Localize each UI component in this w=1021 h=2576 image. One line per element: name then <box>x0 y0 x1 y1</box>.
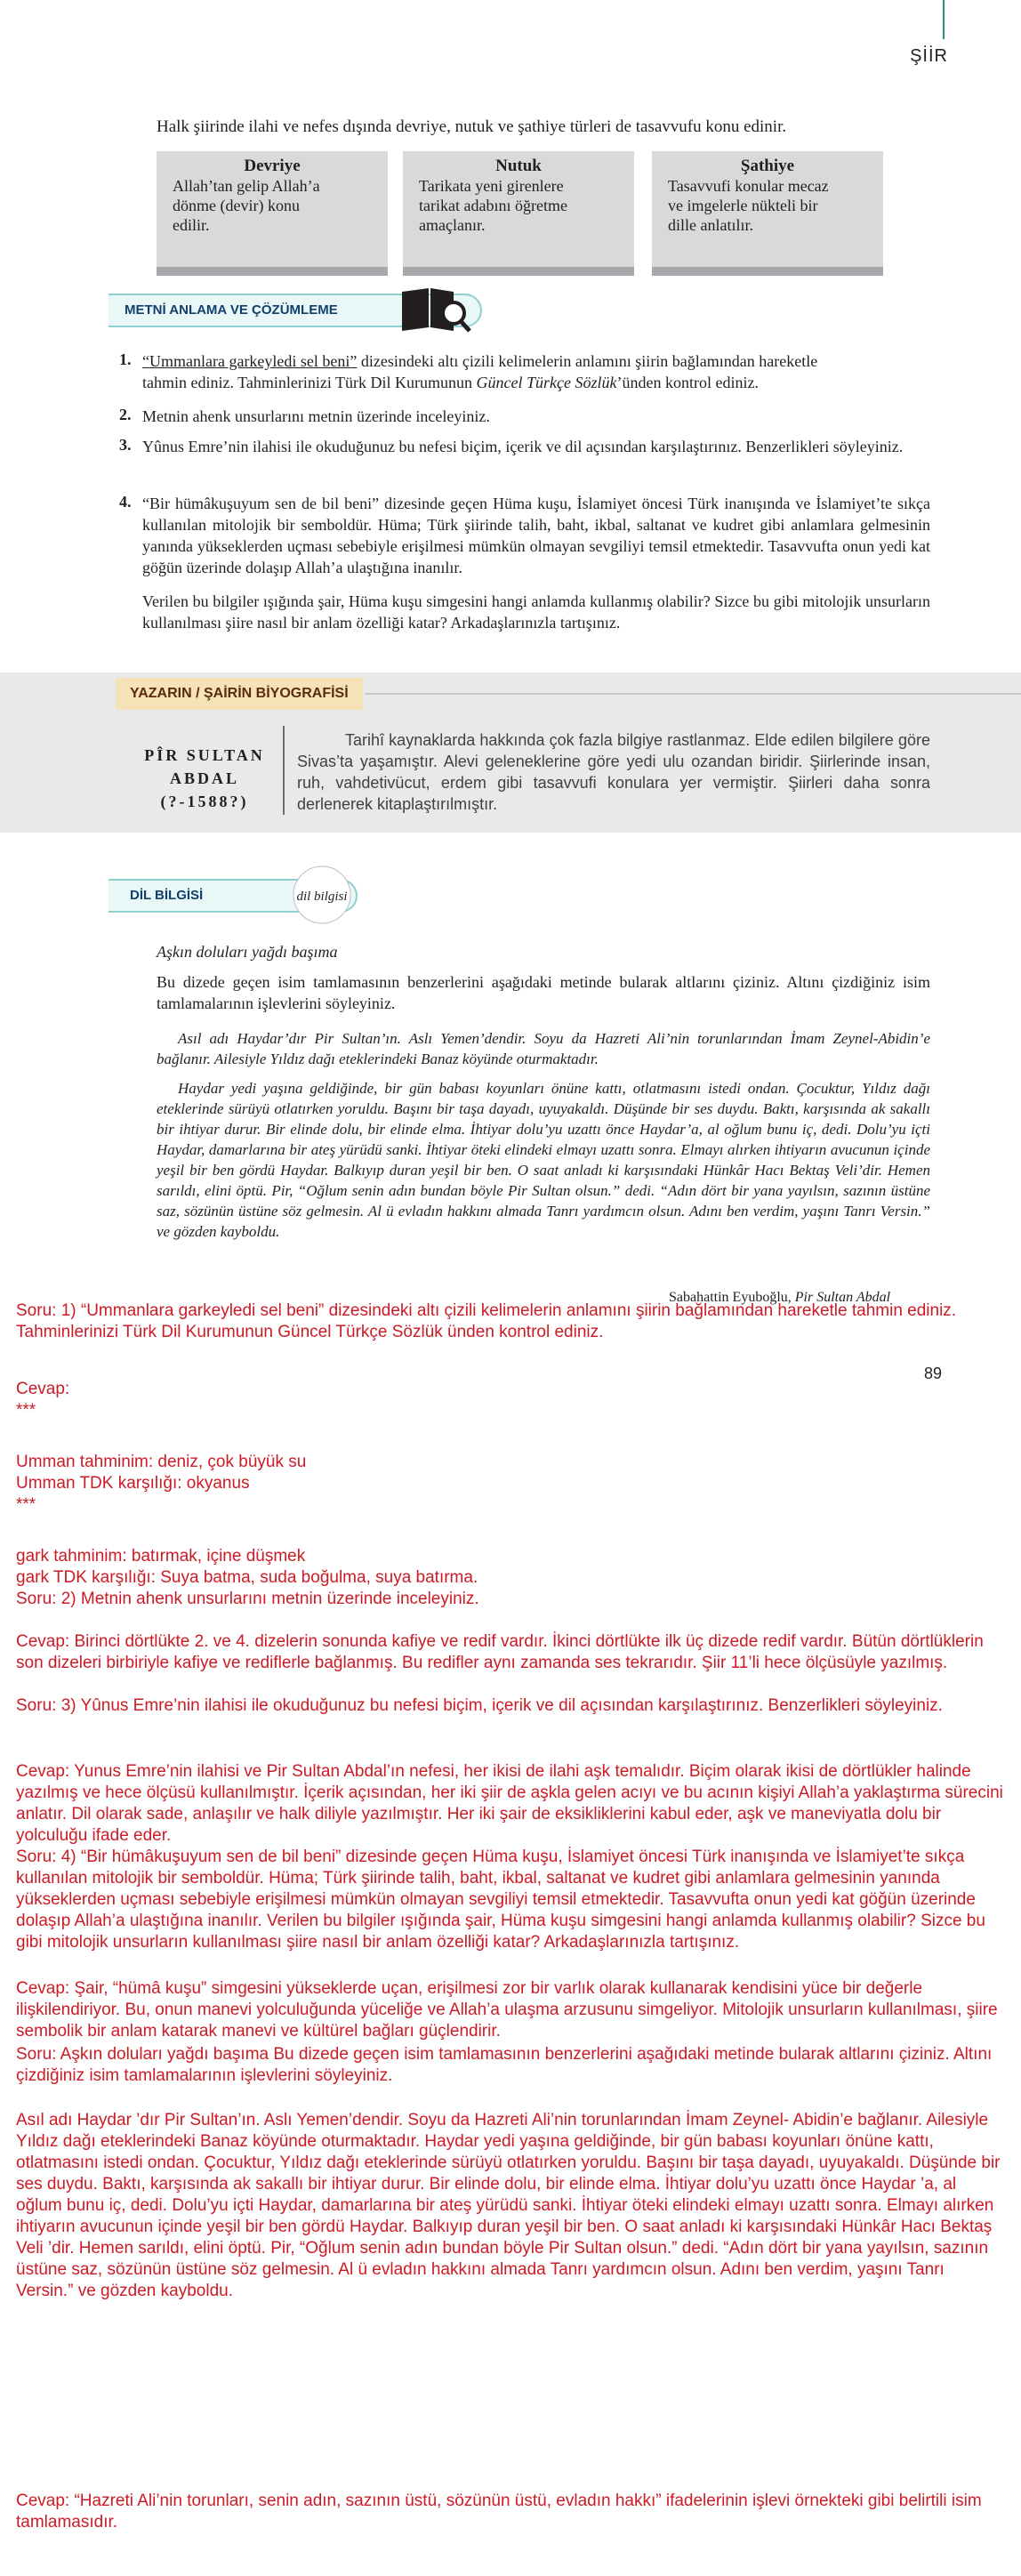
author-name-line: ABDAL <box>169 769 239 787</box>
author-name <box>125 744 285 813</box>
dictionary-title: Güncel Türkçe Sözlük <box>476 374 617 391</box>
card-line: dönme (devir) konu <box>173 197 300 214</box>
answer-question-3: Soru: 3) Yûnus Emre’nin ilahisi ile okuduğunuz bu nefesi biçim, içerik ve dil açısından karşılaştırınız. Benzerlikleri söyleyiniz. <box>16 1696 943 1715</box>
answer-gark-guess: gark tahminim: batırmak, içine düşmek <box>16 1547 306 1566</box>
card-title: Devriye <box>244 157 301 175</box>
card-nutuk <box>403 151 634 276</box>
author-name-line: PÎR SULTAN <box>144 746 265 764</box>
answer-umman-tdk: Umman TDK karşılığı: okyanus <box>16 1474 250 1493</box>
question-number: 2. <box>119 406 132 423</box>
section-title: DİL BİLGİSİ <box>130 888 204 903</box>
grammar-example-line: Aşkın doluları yağdı başıma <box>157 943 338 961</box>
divider <box>365 693 1021 695</box>
question-3: Yûnus Emre’nin ilahisi ile okuduğunuz bu nefesi biçim, içerik ve dil açısından karşılaştırınız. Benzerlikleri söyleyiniz. <box>142 438 904 455</box>
card-line: amaçlanır. <box>419 216 486 234</box>
author-dates: (?-1588?) <box>160 793 249 810</box>
answer-gark-tdk: gark TDK karşılığı: Suya batma, suda boğulma, suya batırma. <box>16 1568 478 1587</box>
question-quote: “Ummanlara garkeyledi sel beni” <box>142 352 358 370</box>
answer-5-text: Asıl adı Haydar ’dır Pir Sultan’ın. Aslı Yemen’dendir. Soyu da Hazreti Ali’nin torunlarından İmam Zeynel- Abidin’e bağlanır. Ailesiyle Yıldız dağı eteklerindeki Banaz köyünde oturmaktadır. Haydar yedi yaşına geldiğinde, bir gün babası koyunları önüne kattı, otlatmasını istedi ondan. Çocuktur, Yıldız dağı eteklerinde sürüyü otlatırken yoruldu. Başını bir taşa dayadı, uyuyakaldı. Düşünde bir ses duydu. Baktı, karşısında ak sakallı bir ihtiyar durur. Bir elinde dolu, bir elinde elma. İhtiyar dolu’yu uzattı önce Haydar ’a, al oğlum bunu iç, dedi. Dolu’yu içti Haydar, damarlarına bir ateş yürüdü sanki. İhtiyar öteki elindeki elmayı uzattı sonra. Elmayı alırken ihtiyarın avucunun içinde yeşil bir ben gördü Haydar. Balkıyıp duran yeşil bir ben. O saat anladı ki karşısındaki Hünkâr Hacı Bektaş Veli ’dir. Hemen sarıldı, elini öptü. Pir, “Oğlum senin adın bundan böyle Pir Sultan olsun.” dedi. “Adın dört bir yana yayılsın, sazının üstüne saz, sözünün üstüne söz gelmesin. Al ü evladın hakkını almada Tanrı yardımcın olsun. Adını ben verdim, yaşını Tanrı Versin.” ve gözden kayboldu. <box>16 2111 1001 2300</box>
answer-2: Cevap: Birinci dörtlükte 2. ve 4. dizelerin sonunda kafiye ve redif vardır. İkinci dörtlükte ilk üç dizede redif vardır. Bütün dörtlüklerin son dizeleri birbiriyle kafiye ve rediflerle bağlanmış. Bu redifler aynı zamanda ses tekrarıdır. Şiir 11’li hece ölçüsüyle yazılmış. <box>16 1632 984 1672</box>
answer-4: Cevap: Şair, “hümâ kuşu” simgesini yükseklerde uçan, erişilmesi zor bir varlık olarak kullanarak kendisini yüce bir değerle ilişkilendiriyor. Bu, onun manevi yolculuğunda yüceliğe ve Allah’a ulaşma arzusunu simgeliyor. Mitolojik unsurların kullanılması, şiire sembolik bir anlam katarak manevi ve kültürel bağları güçlendirir. <box>16 1979 998 2041</box>
grammar-instruction: Bu dizede geçen isim tamlamasının benzerlerini aşağıdaki metinde bularak altlarını çiziniz. Altını çizdiğiniz isim tamlamalarının işlevlerini söyleyiniz. <box>157 973 930 1012</box>
card-title: Nutuk <box>495 157 542 175</box>
card-devriye <box>157 151 388 276</box>
section-label: ŞİİR <box>910 46 948 66</box>
source-work: Pir Sultan Abdal <box>794 1290 891 1305</box>
card-body <box>652 176 883 235</box>
section-title: METNİ ANLAMA VE ÇÖZÜMLEME <box>125 302 338 318</box>
card-line: dille anlatılır. <box>668 216 753 234</box>
biography-text: Tarihî kaynaklarda hakkında çok fazla bilgiye rastlanmaz. Elde edilen bilgilere göre Sivas’ta yaşamıştır. Alevi geleneklerine göre yedi ulu ozandan biridir. Şiirlerinde insan, ruh, vahdetivücut, erdem gibi tasavvufi konulara yer vermiştir. Şiirleri daha sonra derlenerek kitaplaştırılmıştır. <box>297 731 930 813</box>
card-line: edilir. <box>173 216 210 234</box>
grammar-paragraph-2: Haydar yedi yaşına geldiğinde, bir gün babası koyunları önüne kattı, otlatmasını istedi ondan. Çocuktur, Yıldız dağı eteklerinde sürüyü otlatırken yoruldu. Başını bir taşa dayadı, uyuyakaldı. Düşünde bir ses duydu. Baktı, karşısında ak sakallı bir ihtiyar durur. Bir elinde dolu, bir elinde elma. İhtiyar dolu’yu uzattı önce Haydar’a, al oğlum bunu iç, dedi. Dolu’yu içti Haydar, damarlarına bir ateş yürüdü sanki. İhtiyar öteki elindeki elmayı uzattı sonra. Elmayı alırken ihtiyarın avucunun içinde yeşil bir ben gördü Haydar. Balkıyıp duran yeşil bir ben. O saat anladı ki karşısındaki Hünkâr Hacı Bektaş Veli’dir. Hemen sarıldı, elini öptü. Pir, “Oğlum senin adın bundan böyle Pir Sultan olsun.” dedi. “Adın dört bir yana yayılsın, sazının üstüne saz, sözünün üstüne söz gelmesin. Al ü evladın hakkını almada Tanrı yardımcın olsun. Adını ben verdim, yaşını Tanrı Versin.” ve gözden kayboldu. <box>157 1080 930 1240</box>
question-4-prompt: Verilen bu bilgiler ışığında şair, Hüma kuşu simgesini hangi anlamda kullanmış olabilir? Sizce bu gibi mitolojik unsurların kullanılması şiire nasıl bir anlam özelliği katar? Arkadaşlarınızla tartışınız. <box>142 592 930 632</box>
card-sathiye <box>652 151 883 276</box>
card-title: Şathiye <box>740 157 795 175</box>
book-search-icon <box>398 283 473 336</box>
letters-ball-icon <box>286 863 358 927</box>
answer-question-1: Soru: 1) “Ummanlara garkeyledi sel beni” dizesindeki altı çizili kelimelerin anlamını şiirin bağlamından hareketle tahmin ediniz. Tahminlerinizi Türk Dil Kurumunun Güncel Türkçe Sözlük ünden kontrol ediniz. <box>16 1301 957 1341</box>
answer-5: Cevap: “Hazreti Ali’nin torunları, senin adın, sazının üstü, sözünün üstü, evladın hakkı” ifadelerinin işlevi örnekteki gibi belirtili isim tamlamasıdır. <box>16 2491 982 2532</box>
question-number: 1. <box>119 350 132 368</box>
question-text: tahmin ediniz. Tahminlerinizi Türk Dil Kurumunun <box>142 374 477 391</box>
header-accent-line <box>943 0 945 39</box>
answer-3: Cevap: Yunus Emre’nin ilahisi ve Pir Sultan Abdal’ın nefesi, her ikisi de ilahi aşk temalıdır. Biçim olarak ikisi de dörtlükler halinde yazılmış ve hece ölçüsü kullanılmıştır. İçerik açısından, her iki şiir de aşkla gelen acıyı ve bu acının kişiyi Allah’a yaklaştırma sürecini anlatır. Dil olarak sade, anlaşılır ve halk diliyle yazılmıştır. Her iki şair de eksikliklerini kabul eder, aşk ve maneviyatla dolu bir yolculuğu ifade eder. <box>16 1762 1003 1845</box>
grammar-paragraph-1: Asıl adı Haydar’dır Pir Sultan’ın. Aslı Yemen’dendir. Soyu da Hazreti Ali’nin torunlarından İmam Zeynel-Abidin’e bağlanır. Ailesiyle Yıldız dağı eteklerindeki Banaz köyünde oturmaktadır. <box>157 1030 930 1067</box>
question-text: dizesindeki altı çizili kelimelerin anlamını şiirin bağlamından hareketle <box>357 352 818 370</box>
answer-question-4: Soru: 4) “Bir hümâkuşuyum sen de bil beni” dizesinde geçen Hüma kuşu, İslamiyet öncesi Türk inanışında ve İslamiyet’te sıkça kullanılan mitolojik bir semboldür. Hüma; Türk şiirinde talih, baht, ikbal, saltanat ve kudret gibi anlamlara gelmesinin yanında yükseklerden uçması sebebiyle erişilmesi mümkün olmayan sevgiliyi temsil etmektedir. Tasavvufta onun yedi kat göğün üzerinde dolaşıp Allah’a ulaştığına inanılır. Verilen bu bilgiler ışığında şair, Hüma kuşu simgesini hangi anlamda kullanmış olabilir? Sizce bu gibi mitolojik unsurların kullanılması şiire nasıl bir anlam özelliği katar? Arkadaşlarınızla tartışınız. <box>16 1847 985 1952</box>
question-number: 4. <box>119 493 132 511</box>
card-line: Tasavvufi konular mecaz <box>668 177 829 195</box>
answer-separator: *** <box>16 1495 36 1514</box>
page-number: 89 <box>924 1364 943 1382</box>
card-body <box>403 176 634 235</box>
card-line: Tarikata yeni girenlere <box>419 177 564 195</box>
answer-question-5: Soru: Aşkın doluları yağdı başıma Bu dizede geçen isim tamlamasının benzerlerini aşağıdaki metinde bularak altlarını çiziniz. Altını çizdiğiniz isim tamlamalarının işlevlerini söyleyiniz. <box>16 2045 993 2085</box>
answer-umman-guess: Umman tahminim: deniz, çok büyük su <box>16 1453 307 1471</box>
question-1 <box>142 350 930 393</box>
intro-text: Halk şiirinde ilahi ve nefes dışında devriye, nutuk ve şathiye türleri de tasavvufu konu edinir. <box>157 117 787 136</box>
biography-tab: YAZARIN / ŞAİRİN BİYOGRAFİSİ <box>116 678 363 710</box>
card-body <box>157 176 388 235</box>
letters-ball-text: dil bilgisi <box>296 890 348 904</box>
answer-separator: *** <box>16 1401 36 1420</box>
divider <box>283 726 285 815</box>
question-text: ’ünden kontrol ediniz. <box>616 374 759 391</box>
card-line: Allah’tan gelip Allah’a <box>173 177 320 195</box>
source-author: Sabahattin Eyuboğlu, <box>669 1290 795 1305</box>
card-line: tarikat adabını öğretme <box>419 197 567 214</box>
question-4: “Bir hümâkuşuyum sen de bil beni” dizesinde geçen Hüma kuşu, İslamiyet öncesi Türk inanışında ve İslamiyet’te sıkça kullanılan mitolojik bir semboldür. Hüma; Türk şiirinde talih, baht, ikbal, saltanat ve kudret gibi anlamlara gelmesinin yanında yükseklerden uçması sebebiyle erişilmesi mümkün olmayan sevgiliyi temsil etmektedir. Tasavvufta onun yedi kat göğün üzerinde dolaşıp Allah’a ulaştığına inanılır. <box>142 495 930 576</box>
question-2: Metnin ahenk unsurlarını metnin üzerinde inceleyiniz. <box>142 407 490 425</box>
question-number: 3. <box>119 436 132 454</box>
card-line: ve imgelerle nükteli bir <box>668 197 818 214</box>
answer-question-2: Soru: 2) Metnin ahenk unsurlarını metnin üzerinde inceleyiniz. <box>16 1590 479 1608</box>
answer-label: Cevap: <box>16 1380 70 1398</box>
